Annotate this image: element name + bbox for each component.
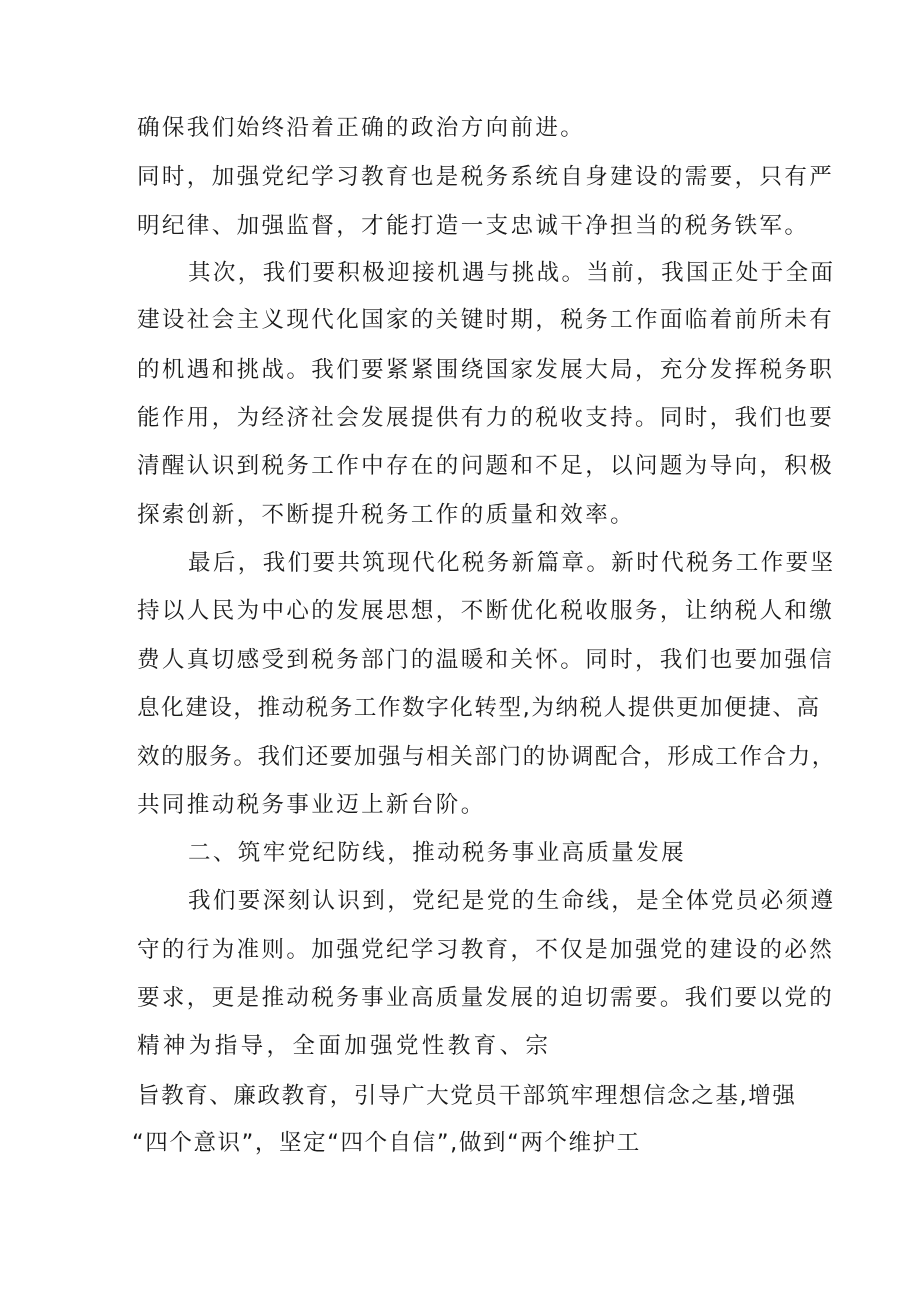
text-line: 明纪律、加强监督，才能打造一支忠诚干净担当的税务铁军。 xyxy=(137,213,810,239)
paragraph-first-line: 其次，我们要积极迎接机遇与挑战。当前，我国正处于全面 xyxy=(188,260,836,286)
text-line: 旨教育、廉政教育，引导广大党员干部筑牢理想信念之基,增强 xyxy=(137,1083,797,1109)
text-line: 能作用，为经济社会发展提供有力的税收支持。同时，我们也要 xyxy=(137,405,835,431)
text-line: 探索创新，不断提升税务工作的质量和效率。 xyxy=(137,502,636,528)
text-line: 的机遇和挑战。我们要紧紧围绕国家发展大局，充分发挥税务职 xyxy=(137,357,835,383)
text-line: 持以人民为中心的发展思想，不断优化税收服务，让纳税人和缴 xyxy=(137,598,835,624)
text-line: 共同推动税务事业迈上新台阶。 xyxy=(137,792,486,818)
text-line: 守的行为准则。加强党纪学习教育，不仅是加强党的建设的必然 xyxy=(137,937,835,963)
text-line: 要求，更是推动税务事业高质量发展的迫切需要。我们要以党的 xyxy=(137,985,835,1011)
paragraph-first-line: 最后，我们要共筑现代化税务新篇章。新时代税务工作要坚 xyxy=(188,550,836,576)
text-line: 建设社会主义现代化国家的关键时期，税务工作面临着前所未有 xyxy=(137,307,835,333)
text-line: 费人真切感受到税务部门的温暖和关怀。同时，我们也要加强信 xyxy=(137,647,835,673)
section-heading: 二、筑牢党纪防线，推动税务事业高质量发展 xyxy=(188,840,687,866)
text-line: 同时，加强党纪学习教育也是税务系统自身建设的需要，只有严 xyxy=(137,164,835,190)
text-line: 效的服务。我们还要加强与相关部门的协调配合，形成工作合力， xyxy=(137,744,836,770)
text-line: “四个意识”，坚定“四个自信”,做到“两个维护工 xyxy=(132,1130,641,1156)
text-line: 确保我们始终沿着正确的政治方向前进。 xyxy=(137,115,586,141)
text-line: 精神为指导，全面加强党性教育、宗 xyxy=(137,1033,552,1059)
text-line: 息化建设，推动税务工作数字化转型,为纳税人提供更加便捷、高 xyxy=(137,695,821,721)
paragraph-first-line: 我们要深刻认识到，党纪是党的生命线，是全体党员必须遵 xyxy=(188,888,836,914)
text-line: 清醒认识到税务工作中存在的问题和不足，以问题为导向，积极 xyxy=(137,453,835,479)
